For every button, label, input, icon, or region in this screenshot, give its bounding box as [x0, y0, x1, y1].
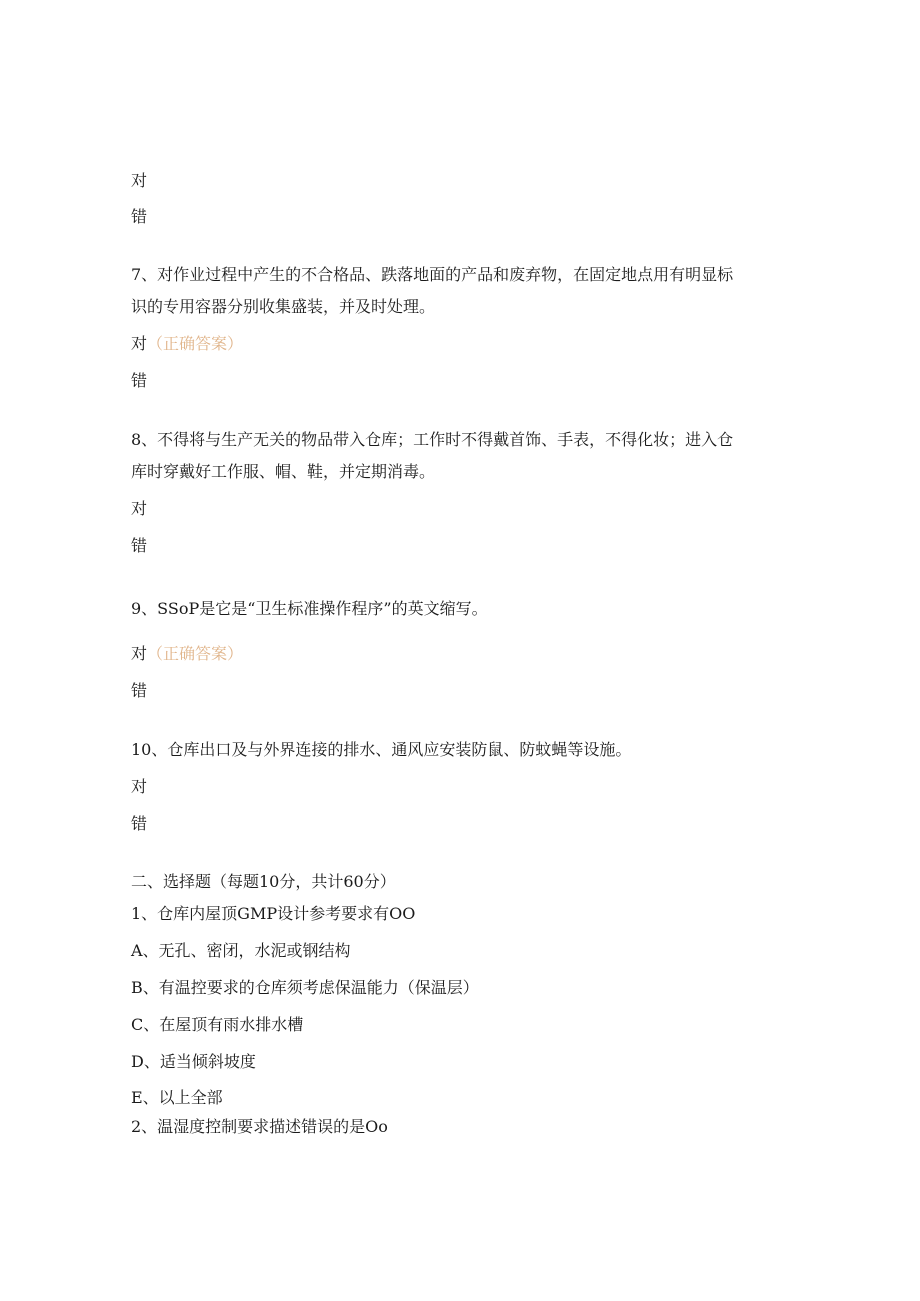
q9-option-true-label: 对 — [131, 644, 148, 663]
mc1-option-d[interactable]: D、适当倾斜坡度 — [131, 1052, 256, 1071]
q7-correct-answer-mark: （正确答案） — [147, 334, 244, 353]
q9-text: 9、SSoP是它是“卫生标准操作程序”的英文缩写。 — [131, 599, 488, 618]
q9-option-true[interactable] — [131, 644, 243, 664]
q8-option-true[interactable]: 对 — [131, 499, 148, 518]
q7-text-line2: 识的专用容器分别收集盛装，并及时处理。 — [131, 297, 436, 316]
q7-text-line1: 7、对作业过程中产生的不合格品、跌落地面的产品和废弃物，在固定地点用有明显标 — [131, 265, 734, 284]
q9-correct-answer-mark: （正确答案） — [147, 644, 244, 663]
q6-option-true[interactable]: 对 — [131, 171, 148, 190]
q8-text-line1: 8、不得将与生产无关的物品带入仓库；工作时不得戴首饰、手表，不得化妆；进入仓 — [131, 430, 734, 449]
section2-heading: 二、选择题（每题10分，共计60分） — [131, 872, 396, 891]
mc2-text: 2、温湿度控制要求描述错误的是Oo — [131, 1117, 388, 1136]
q10-option-true[interactable]: 对 — [131, 777, 148, 796]
mc1-option-a[interactable]: A、无孔、密闭，水泥或钢结构 — [131, 941, 351, 960]
q10-text: 10、仓库出口及与外界连接的排水、通风应安装防鼠、防蚊蝇等设施。 — [131, 740, 632, 759]
q7-option-true-label: 对 — [131, 334, 148, 353]
q6-option-false[interactable]: 错 — [131, 207, 148, 226]
q10-option-false[interactable]: 错 — [131, 814, 148, 833]
q7-option-false[interactable]: 错 — [131, 371, 148, 390]
mc1-option-c[interactable]: C、在屋顶有雨水排水槽 — [131, 1015, 304, 1034]
q8-option-false[interactable]: 错 — [131, 536, 148, 555]
mc1-option-b[interactable]: B、有温控要求的仓库须考虑保温能力（保温层） — [131, 978, 479, 997]
q9-option-false[interactable]: 错 — [131, 681, 148, 700]
q7-option-true[interactable] — [131, 334, 243, 354]
q8-text-line2: 库时穿戴好工作服、帽、鞋，并定期消毒。 — [131, 462, 436, 481]
mc1-option-e[interactable]: E、以上全部 — [131, 1088, 223, 1107]
mc1-text: 1、仓库内屋顶GMP设计参考要求有OO — [131, 904, 416, 923]
